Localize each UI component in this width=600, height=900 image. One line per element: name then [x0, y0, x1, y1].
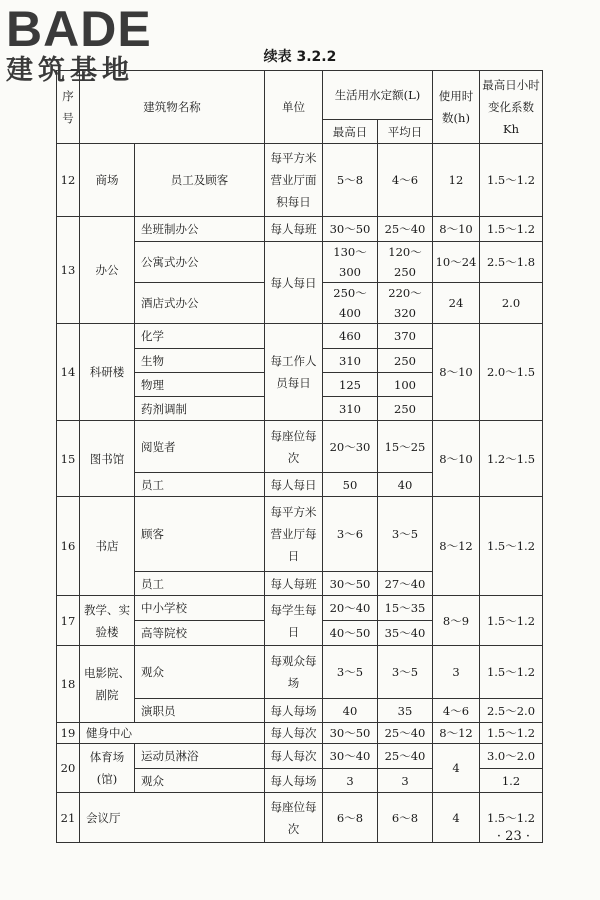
row-number: 19 [57, 723, 80, 744]
avg-quota: 27～40 [378, 572, 433, 596]
use-hours: 24 [433, 283, 480, 324]
water-quota-table [56, 70, 543, 843]
kh-value: 1.5～1.2 [480, 646, 543, 699]
table-row [57, 646, 543, 699]
unit-cell: 每人每班 [265, 217, 323, 242]
avg-quota: 25～40 [378, 744, 433, 769]
table-row [57, 793, 543, 843]
building-subtype: 阅览者 [135, 421, 265, 473]
building-subtype: 员工 [135, 473, 265, 497]
table-row [57, 217, 543, 242]
max-quota: 30～40 [323, 744, 378, 769]
table-row [57, 723, 543, 744]
building-subtype: 中小学校 [135, 596, 265, 621]
use-hours: 8～10 [433, 324, 480, 421]
row-number: 20 [57, 744, 80, 793]
kh-value: 1.5～1.2 [480, 596, 543, 646]
building-category: 体育场(馆) [80, 744, 135, 793]
header-name: 建筑物名称 [80, 71, 265, 144]
building-subtype: 顾客 [135, 497, 265, 572]
max-quota: 310 [323, 349, 378, 373]
header-hours: 使用时数(h) [433, 71, 480, 144]
max-quota: 40 [323, 699, 378, 723]
max-quota: 30～50 [323, 572, 378, 596]
building-name: 健身中心 [80, 723, 265, 744]
building-subtype: 坐班制办公 [135, 217, 265, 242]
header-quota: 生活用水定额(L) [323, 71, 433, 120]
max-quota: 5～8 [323, 144, 378, 217]
max-quota: 30～50 [323, 217, 378, 242]
unit-cell: 每学生每日 [265, 596, 323, 646]
avg-quota: 250 [378, 397, 433, 421]
building-category: 图书馆 [80, 421, 135, 497]
row-number: 18 [57, 646, 80, 723]
unit-cell: 每平方米营业厅每日 [265, 497, 323, 572]
avg-quota: 4～6 [378, 144, 433, 217]
avg-quota: 120～250 [378, 242, 433, 283]
use-hours: 12 [433, 144, 480, 217]
avg-quota: 35 [378, 699, 433, 723]
unit-cell: 每人每场 [265, 769, 323, 793]
avg-quota: 3～5 [378, 646, 433, 699]
kh-value: 2.0～1.5 [480, 324, 543, 421]
row-number: 14 [57, 324, 80, 421]
table-caption: 续表 3.2.2 [263, 49, 337, 65]
avg-quota: 370 [378, 324, 433, 349]
use-hours: 8～12 [433, 497, 480, 596]
unit-cell: 每人每次 [265, 723, 323, 744]
page-number: · 23 · [496, 829, 530, 844]
building-category: 电影院、剧院 [80, 646, 135, 723]
avg-quota: 25～40 [378, 217, 433, 242]
kh-value: 1.2 [480, 769, 543, 793]
unit-cell: 每座位每次 [265, 421, 323, 473]
max-quota: 30～50 [323, 723, 378, 744]
avg-quota: 3 [378, 769, 433, 793]
avg-quota: 15～25 [378, 421, 433, 473]
avg-quota: 25～40 [378, 723, 433, 744]
building-category: 办公 [80, 217, 135, 324]
building-subtype: 高等院校 [135, 621, 265, 646]
kh-value: 1.5～1.2 [480, 723, 543, 744]
unit-cell: 每工作人员每日 [265, 324, 323, 421]
max-quota: 310 [323, 397, 378, 421]
use-hours: 8～12 [433, 723, 480, 744]
kh-value: 1.5～1.2 [480, 497, 543, 596]
table-row [57, 596, 543, 621]
building-category: 商场 [80, 144, 135, 217]
avg-quota: 3～5 [378, 497, 433, 572]
unit-cell: 每观众每场 [265, 646, 323, 699]
avg-quota: 220～320 [378, 283, 433, 324]
unit-cell: 每人每班 [265, 572, 323, 596]
kh-value: 1.5～1.2 [480, 217, 543, 242]
logo-wordmark: BADE [6, 1, 152, 57]
unit-cell: 每人每日 [265, 242, 323, 324]
use-hours: 4 [433, 793, 480, 843]
table-row [57, 497, 543, 572]
kh-value: 3.0～2.0 [480, 744, 543, 769]
building-subtype: 运动员淋浴 [135, 744, 265, 769]
unit-cell: 每平方米营业厅面积每日 [265, 144, 323, 217]
building-subtype: 化学 [135, 324, 265, 349]
building-name: 会议厅 [80, 793, 265, 843]
table-row [57, 744, 543, 769]
building-category: 科研楼 [80, 324, 135, 421]
building-subtype: 药剂调制 [135, 397, 265, 421]
unit-cell: 每人每日 [265, 473, 323, 497]
building-subtype: 演职员 [135, 699, 265, 723]
max-quota: 6～8 [323, 793, 378, 843]
avg-quota: 250 [378, 349, 433, 373]
kh-value: 2.5～1.8 [480, 242, 543, 283]
kh-value: 1.5～1.2 [480, 144, 543, 217]
avg-quota: 40 [378, 473, 433, 497]
table-row [57, 144, 543, 217]
row-number: 21 [57, 793, 80, 843]
max-quota: 50 [323, 473, 378, 497]
max-quota: 130～300 [323, 242, 378, 283]
unit-cell: 每座位每次 [265, 793, 323, 843]
building-subtype: 物理 [135, 373, 265, 397]
header-kh: 最高日小时变化系数 Kh [480, 71, 543, 144]
use-hours: 4 [433, 744, 480, 793]
max-quota: 40～50 [323, 621, 378, 646]
building-subtype: 员工 [135, 572, 265, 596]
building-subtype: 公寓式办公 [135, 242, 265, 283]
row-number: 12 [57, 144, 80, 217]
use-hours: 4～6 [433, 699, 480, 723]
kh-value: 1.5～1.2 [480, 793, 543, 843]
max-quota: 20～30 [323, 421, 378, 473]
max-quota: 3～6 [323, 497, 378, 572]
unit-cell: 每人每场 [265, 699, 323, 723]
header-max: 最高日 [323, 120, 378, 144]
building-subtype: 生物 [135, 349, 265, 373]
building-subtype: 酒店式办公 [135, 283, 265, 324]
kh-value: 2.0 [480, 283, 543, 324]
avg-quota: 15～35 [378, 596, 433, 621]
header-unit: 单位 [265, 71, 323, 144]
building-subtype: 员工及顾客 [135, 144, 265, 217]
avg-quota: 6～8 [378, 793, 433, 843]
max-quota: 460 [323, 324, 378, 349]
max-quota: 250～400 [323, 283, 378, 324]
avg-quota: 100 [378, 373, 433, 397]
building-category: 教学、实验楼 [80, 596, 135, 646]
max-quota: 3 [323, 769, 378, 793]
header-seq: 序号 [57, 71, 80, 144]
use-hours: 8～10 [433, 421, 480, 497]
row-number: 17 [57, 596, 80, 646]
max-quota: 125 [323, 373, 378, 397]
header-avg: 平均日 [378, 120, 433, 144]
row-number: 15 [57, 421, 80, 497]
kh-value: 1.2～1.5 [480, 421, 543, 497]
building-category: 书店 [80, 497, 135, 596]
use-hours: 8～9 [433, 596, 480, 646]
building-subtype: 观众 [135, 769, 265, 793]
table-row [57, 324, 543, 349]
table-row [57, 421, 543, 473]
building-subtype: 观众 [135, 646, 265, 699]
row-number: 16 [57, 497, 80, 596]
avg-quota: 35～40 [378, 621, 433, 646]
use-hours: 3 [433, 646, 480, 699]
max-quota: 20～40 [323, 596, 378, 621]
kh-value: 2.5～2.0 [480, 699, 543, 723]
use-hours: 8～10 [433, 217, 480, 242]
max-quota: 3～5 [323, 646, 378, 699]
row-number: 13 [57, 217, 80, 324]
logo-subtitle: 建筑基地 [6, 55, 134, 86]
unit-cell: 每人每次 [265, 744, 323, 769]
use-hours: 10～24 [433, 242, 480, 283]
